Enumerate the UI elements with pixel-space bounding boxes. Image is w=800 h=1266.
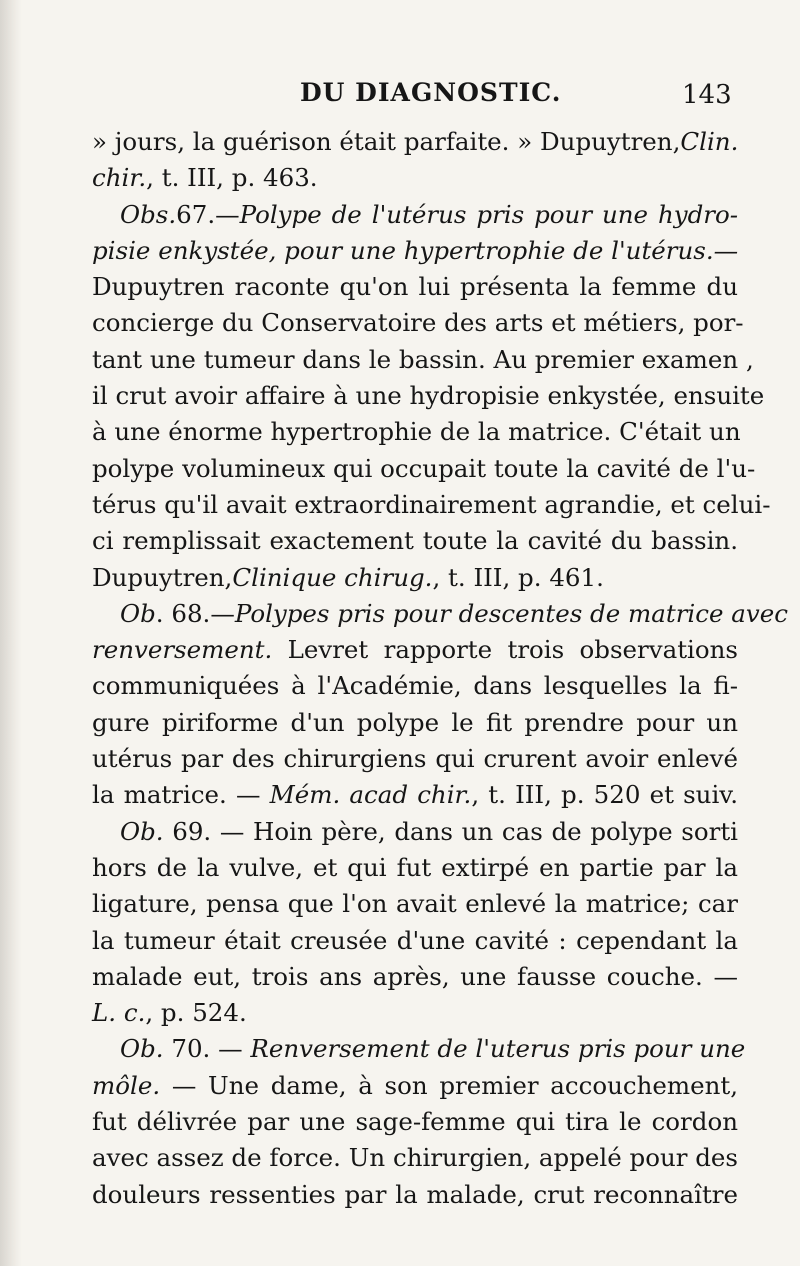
text-span: la tumeur était creusée d'une cavité : cependant la bbox=[92, 925, 738, 955]
text-line bbox=[92, 160, 738, 196]
text-span: , t. III, p. 520 et suiv. bbox=[471, 780, 739, 810]
text-line bbox=[92, 523, 738, 559]
text-line bbox=[92, 886, 738, 922]
text-span: térus qu'il avait extraordinairement agrandie, et celui- bbox=[92, 489, 771, 519]
text-line bbox=[92, 124, 738, 160]
text-span: » jours, la guérison était parfaite. » Dupuytren, bbox=[92, 127, 681, 156]
text-span: Dupuytren, bbox=[92, 562, 233, 592]
text-span: Ob. bbox=[120, 1034, 164, 1064]
text-line bbox=[92, 741, 738, 777]
text-span: Clin. bbox=[680, 127, 739, 156]
running-head: DU DIAGNOSTIC. bbox=[300, 78, 562, 107]
text-line bbox=[92, 414, 741, 450]
text-span: gure piriforme d'un polype le fit prendre pour un bbox=[92, 707, 738, 737]
page-gutter-shadow bbox=[0, 0, 22, 1266]
text-line bbox=[92, 560, 738, 596]
text-span: renversement. bbox=[92, 635, 273, 665]
text-line bbox=[92, 1140, 738, 1176]
text-line bbox=[92, 1177, 738, 1213]
text-line bbox=[92, 342, 754, 378]
text-line bbox=[92, 1031, 746, 1067]
text-span: polype volumineux qui occupait toute la cavité de l'u- bbox=[92, 453, 756, 483]
text-line bbox=[92, 1104, 738, 1140]
text-span: 67.— bbox=[176, 199, 240, 229]
text-span: — Une dame, à son premier accouchement, bbox=[160, 1070, 738, 1100]
text-span: malade eut, trois ans après, une fausse couche. — bbox=[92, 961, 738, 991]
text-line bbox=[92, 995, 738, 1031]
text-span: à une énorme hypertrophie de la matrice. C'était un bbox=[92, 417, 741, 447]
text-line bbox=[92, 668, 738, 704]
text-span: Ob bbox=[120, 598, 156, 628]
text-line bbox=[92, 596, 788, 632]
text-span: Renversement de l'uterus pris pour une bbox=[250, 1034, 746, 1064]
text-line bbox=[92, 777, 738, 813]
text-span: il crut avoir affaire à une hydropisie enkystée, ensuite bbox=[92, 381, 765, 411]
text-span: la matrice. — bbox=[92, 780, 270, 810]
text-span: Polype de l'utérus pris pour une hydro- bbox=[239, 199, 738, 229]
text-line bbox=[92, 269, 738, 305]
text-span: chir. bbox=[92, 163, 147, 193]
text-line bbox=[92, 705, 738, 741]
text-span: avec assez de force. Un chirurgien, appelé pour des bbox=[92, 1143, 738, 1173]
text-line bbox=[92, 632, 738, 668]
text-span: fut délivrée par une sage-femme qui tira le cordon bbox=[92, 1107, 738, 1137]
text-line bbox=[92, 233, 738, 269]
text-line bbox=[92, 451, 756, 487]
text-line bbox=[92, 959, 738, 995]
text-span: Ob. bbox=[120, 816, 164, 846]
text-span: 70. — bbox=[163, 1034, 251, 1064]
text-span: . 68.— bbox=[155, 598, 235, 628]
text-span: , p. 524. bbox=[145, 998, 247, 1028]
text-span: , t. III, p. 463. bbox=[146, 163, 318, 193]
text-span: Dupuytren raconte qu'on lui présenta la femme du bbox=[92, 272, 738, 302]
page-body-text bbox=[92, 124, 788, 1213]
text-span: ci remplissait exactement toute la cavité du bassin. bbox=[92, 526, 738, 556]
text-span: môle. bbox=[92, 1070, 161, 1100]
text-span: Levret rapporte trois observations bbox=[272, 635, 738, 665]
text-span: pisie enkystée, pour une hypertrophie de l'utérus.— bbox=[92, 235, 739, 265]
text-line bbox=[92, 923, 738, 959]
text-span: Polypes pris pour descentes de matrice avec bbox=[234, 598, 788, 628]
text-span: concierge du Conservatoire des arts et métiers, por- bbox=[92, 308, 744, 338]
text-span: tant une tumeur dans le bassin. Au premier examen , bbox=[92, 344, 754, 374]
page-header bbox=[0, 78, 800, 118]
text-span: L. c. bbox=[92, 998, 146, 1028]
text-line bbox=[92, 814, 738, 850]
text-span: , t. III, p. 461. bbox=[432, 562, 604, 592]
text-line bbox=[92, 1068, 738, 1104]
text-span: Obs. bbox=[120, 199, 177, 229]
text-span: utérus par des chirurgiens qui crurent avoir enlevé bbox=[92, 744, 738, 774]
text-line bbox=[92, 487, 771, 523]
text-line bbox=[92, 305, 744, 341]
page-number: 143 bbox=[682, 80, 732, 110]
text-span: douleurs ressenties par la malade, crut reconnaître bbox=[92, 1179, 738, 1209]
text-line bbox=[92, 378, 765, 414]
text-span: Mém. acad chir. bbox=[269, 780, 472, 810]
text-span: 69. — Hoin père, dans un cas de polype sorti bbox=[163, 816, 738, 846]
text-span: ligature, pensa que l'on avait enlevé la matrice; car bbox=[92, 889, 738, 919]
text-span: communiquées à l'Académie, dans lesquelles la fi- bbox=[92, 671, 738, 701]
text-line bbox=[92, 850, 738, 886]
text-span: Clinique chirug. bbox=[232, 562, 433, 592]
text-span: hors de la vulve, et qui fut extirpé en partie par la bbox=[92, 852, 738, 882]
text-line bbox=[92, 197, 738, 233]
